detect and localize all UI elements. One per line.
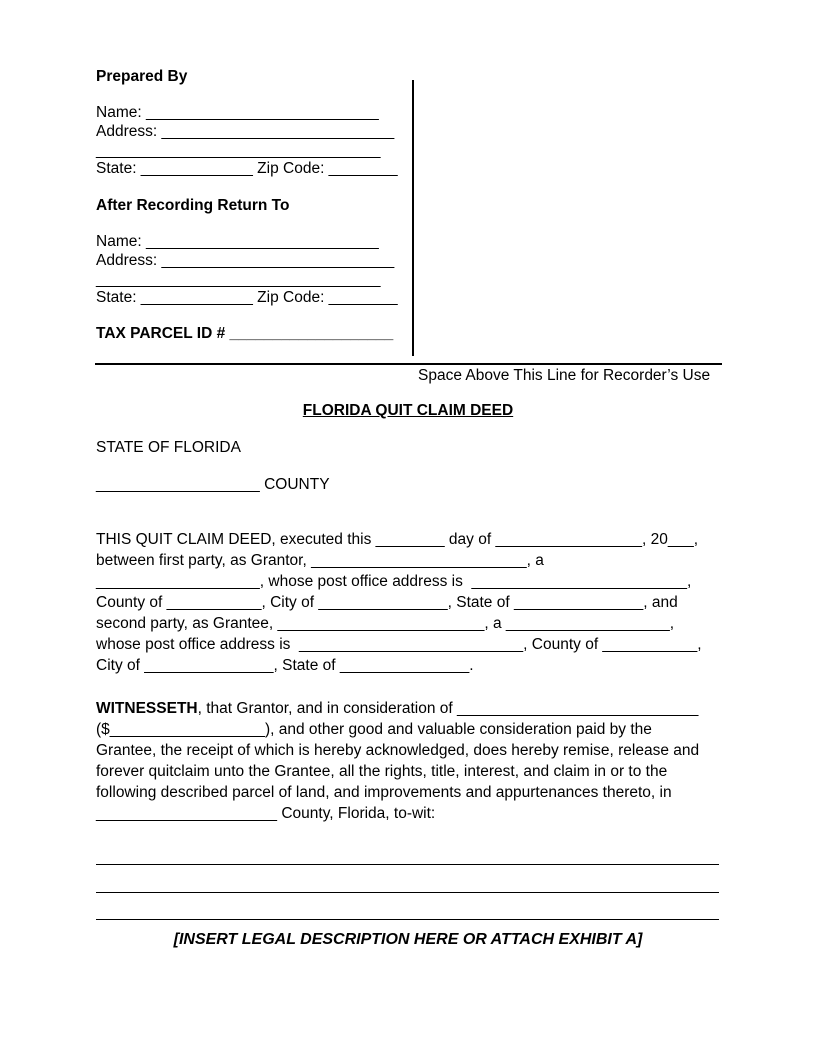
return-to-name-field[interactable]: Name: ___________________________ [96,233,379,250]
prepared-by-name-field[interactable]: Name: ___________________________ [96,104,379,121]
deed-paragraph-line: County of ___________, City of _______________, State of _______________, and [96,594,678,611]
legal-description-line[interactable] [96,864,719,865]
witnesseth-paragraph-line: _____________________ County, Florida, to-wit: [96,805,436,822]
prepared-by-heading: Prepared By [96,68,188,85]
county-line[interactable]: ___________________ COUNTY [96,476,330,493]
header-divider-vertical [412,80,414,356]
recorder-line [95,363,722,365]
recorder-note: Space Above This Line for Recorder’s Use [418,367,711,384]
return-to-state-zip[interactable]: State: _____________ Zip Code: ________ [96,289,398,306]
witnesseth-label: WITNESSETH [96,700,198,717]
deed-paragraph-line: second party, as Grantee, ________________________, a ___________________, [96,615,675,632]
prepared-by-address-line2[interactable]: _________________________________ [96,142,381,159]
return-to-heading: After Recording Return To [96,197,290,214]
deed-paragraph-line: ___________________, whose post office address is _________________________, [96,573,692,590]
legal-description-line[interactable] [96,919,719,920]
tax-parcel-id-field[interactable]: TAX PARCEL ID # ___________________ [96,325,394,342]
prepared-by-address-field[interactable]: Address: ___________________________ [96,123,395,140]
state-line: STATE OF FLORIDA [96,439,241,456]
witnesseth-paragraph-line: Grantee, the receipt of which is hereby acknowledged, does hereby remise, release and [96,742,700,759]
witnesseth-text: , that Grantor, and in consideration of ____________________________ [197,700,699,717]
witnesseth-line [96,700,698,718]
deed-title: FLORIDA QUIT CLAIM DEED [302,402,514,419]
deed-paragraph-line: THIS QUIT CLAIM DEED, executed this ________ day of _________________, 20___, [96,531,699,548]
witnesseth-paragraph-line: ($__________________), and other good and valuable consideration paid by the [96,721,652,738]
prepared-by-state-zip[interactable]: State: _____________ Zip Code: ________ [96,160,398,177]
legal-description-note: [INSERT LEGAL DESCRIPTION HERE OR ATTACH EXHIBIT A] [173,931,643,948]
witnesseth-paragraph-line: forever quitclaim unto the Grantee, all the rights, title, interest, and claim in or to the [96,763,668,780]
deed-paragraph-line: whose post office address is __________________________, County of ___________, [96,636,702,653]
legal-description-line[interactable] [96,892,719,893]
return-to-address-field[interactable]: Address: ___________________________ [96,252,395,269]
deed-paragraph-line: between first party, as Grantor, _________________________, a [96,552,544,569]
return-to-address-line2[interactable]: _________________________________ [96,271,381,288]
deed-paragraph-line: City of _______________, State of _______________. [96,657,474,674]
witnesseth-paragraph-line: following described parcel of land, and improvements and appurtenances thereto, in [96,784,672,801]
